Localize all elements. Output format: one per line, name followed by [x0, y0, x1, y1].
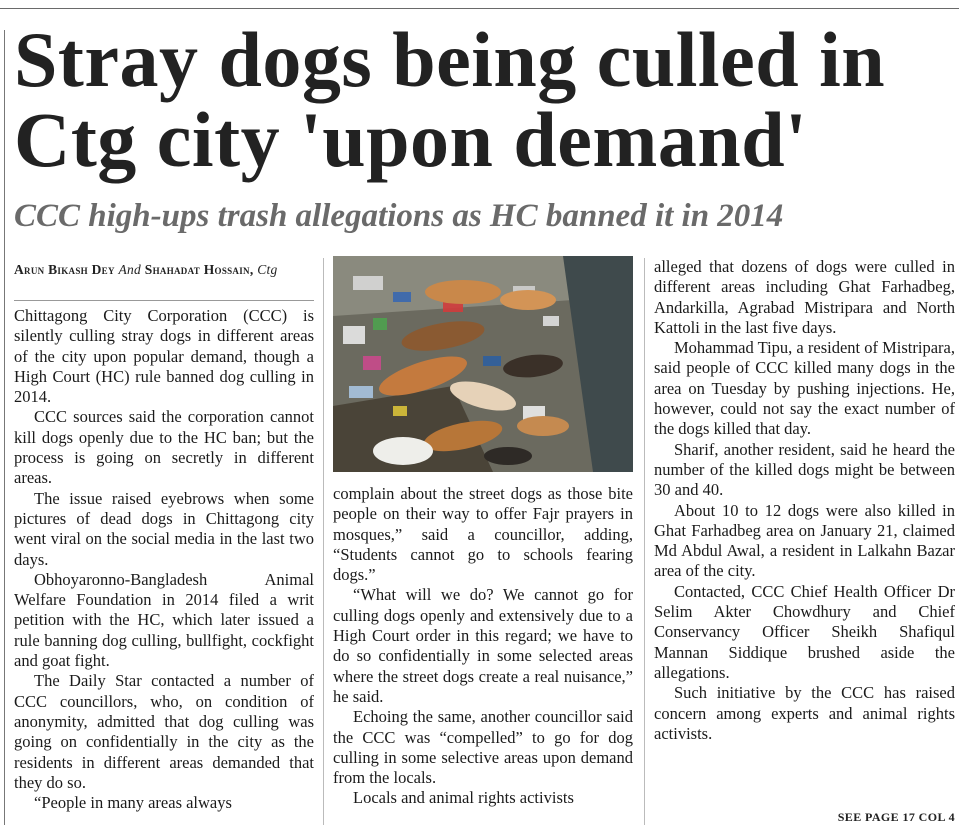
photo-illustration: [333, 256, 633, 472]
paragraph: The issue raised eyebrows when some pictures of dead dogs in Chittagong city went viral on the social media in the last two days.: [14, 488, 314, 569]
column-rule-1: [323, 258, 324, 825]
paragraph: CCC sources said the corporation cannot kill dogs openly due to the HC ban; but the process is going on secretly in different areas.: [14, 407, 314, 488]
paragraph: “What will we do? We cannot go for culling dogs openly and extensively due to a High Court order in this regard; we have to do so confidentially in some selected areas where the street dogs create a real nuisance,” he said.: [333, 585, 633, 706]
paragraph: complain about the street dogs as those bite people on their way to offer Fajr prayers in mosques,” said a councillor, adding, “Students cannot go to schools fearing dogs.”: [333, 484, 633, 585]
article-column-2: [333, 484, 633, 825]
dead-dogs-photo: [333, 256, 633, 472]
byline-author-2: Shahadat Hossain,: [144, 262, 254, 277]
paragraph: Echoing the same, another councillor said the CCC was “compelled” to go for dog culling in some selective areas upon demand from the locals.: [333, 707, 633, 788]
byline-location: Ctg: [257, 262, 278, 277]
byline-author-1: Arun Bikash Dey: [14, 262, 115, 277]
paragraph: Contacted, CCC Chief Health Officer Dr Selim Akter Chowdhury and Chief Conservancy Officer Sheikh Shafiqul Mannan Siddique brushed aside the allegations.: [654, 581, 955, 682]
paragraph: Sharif, another resident, said he heard the number of the killed dogs might be between 30 and 40.: [654, 439, 955, 500]
headline-line-2: Ctg city 'upon demand': [14, 96, 808, 183]
byline: [14, 262, 314, 278]
headline: [14, 16, 954, 183]
top-rule: [0, 8, 959, 9]
paragraph: alleged that dozens of dogs were culled in different areas including Ghat Farhadbeg, Andarkilla, Agrabad Mistripara and North Kattoli in the last five days.: [654, 257, 955, 337]
paragraph: Mohammad Tipu, a resident of Mistripara, said people of CCC killed many dogs in the area on Tuesday by pushing injections. He, however, could not say the exact number of the dogs killed that day.: [654, 338, 955, 439]
paragraph: “People in many areas always: [34, 793, 232, 813]
jump-line[interactable]: SEE PAGE 17 COL 4: [837, 810, 955, 824]
paragraph: Obhoyaronno-Bangladesh Animal Welfare Foundation in 2014 filed a writ petition with the HC, which later issued a rule banning dog culling, bullfight, cockfight and goat fight.: [14, 569, 314, 671]
byline-rule: [14, 300, 314, 301]
left-rule: [4, 30, 5, 825]
column-rule-2: [644, 258, 645, 825]
headline-line-1: Stray dogs being culled in: [14, 16, 886, 103]
byline-and: And: [118, 262, 142, 277]
paragraph: Chittagong City Corporation (CCC) is silently culling stray dogs in different areas of the city upon popular demand, though a High Court (HC) rule banned dog culling in 2014.: [14, 306, 314, 407]
subheadline: CCC high-ups trash allegations as HC banned it in 2014: [14, 198, 784, 234]
paragraph: Locals and animal rights activists: [353, 788, 574, 808]
paragraph: Such initiative by the CCC has raised concern among experts and animal rights activists.: [654, 683, 955, 743]
paragraph: The Daily Star contacted a number of CCC councillors, who, on condition of anonymity, admitted that dog culling was going on confidentially in the city as the residents in different areas demanded that they do so.: [14, 671, 314, 792]
article-column-1: [14, 306, 314, 825]
paragraph: About 10 to 12 dogs were also killed in Ghat Farhadbeg area on January 21, claimed Md Abdul Awal, a resident in Lalkahn Bazar area of the city.: [654, 500, 955, 581]
article-column-3: [654, 257, 955, 802]
